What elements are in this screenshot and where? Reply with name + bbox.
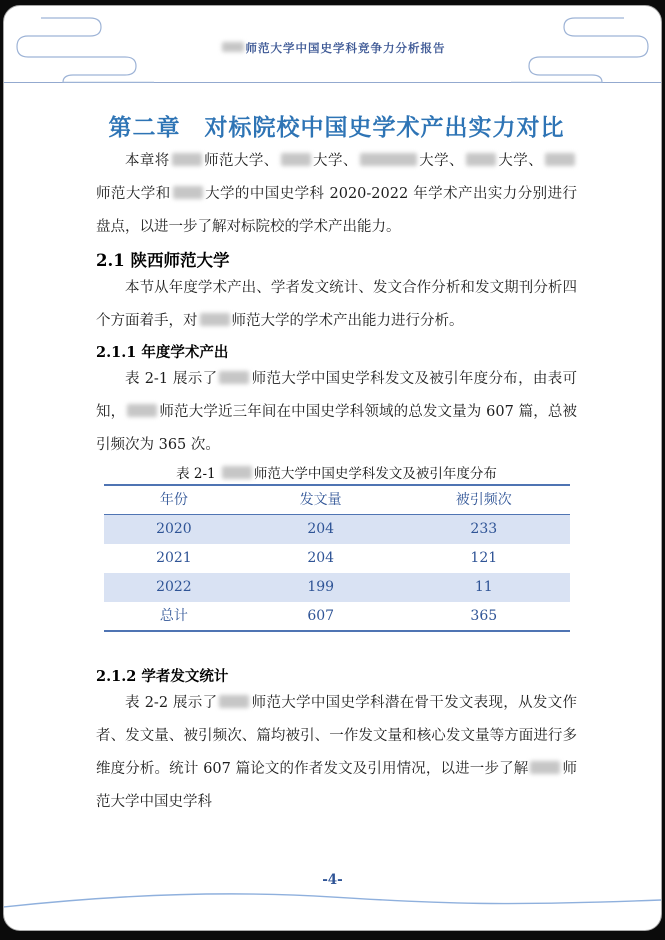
table-cell: 总计 [159, 607, 188, 624]
redacted-text [360, 153, 417, 166]
page-number: -4- [322, 872, 343, 888]
table-cell: 233 [470, 521, 498, 538]
redacted-text [172, 153, 202, 166]
table-cell: 2022 [156, 579, 192, 595]
redacted-text [173, 186, 203, 199]
chapter-title: 第二章 对标院校中国史学术产出实力对比 [108, 114, 565, 141]
section-2-1-heading: 2.1 陕西师范大学 [96, 251, 230, 270]
report-title-text: 师范大学中国史学科竞争力分析报告 [245, 41, 446, 55]
section-2-1-paragraph: 本节从年度学术产出、学者发文统计、发文合作分析和发文期刊分析四个方面着手，对 师范大学的学术产出能力进行分析。 [96, 280, 577, 329]
section-2-1-2-paragraph: 表 2-2 展示了 师范大学中国史学科潜在骨干发文表现，从发文作者、发文量、被引频次、篇均被引、一作发文量和核心发文量等方面进行多维度分析。统计 607 篇论文的作者发文及引用情况，以进一步了解 师范大学中国史学科 [96, 694, 577, 810]
column-header-citations: 被引频次 [455, 492, 512, 508]
redacted-text [222, 42, 244, 52]
cloud-ornament-left-icon [14, 13, 164, 83]
table-cell: 121 [470, 550, 498, 566]
chapter-intro-paragraph: 本章将 师范大学、 大学、 大学、 大学、师范大学和 大学的中国史学科 2020-2022 年学术产出实力分别进行盘点，以进一步了解对标院校的学术产出能力。 [96, 153, 578, 235]
redacted-text [281, 153, 311, 166]
table-cell: 2020 [156, 521, 192, 538]
table-header-row [104, 485, 570, 515]
table-cell: 11 [474, 579, 493, 595]
page-header [4, 6, 661, 83]
section-2-1-1-heading: 2.1.1 年度学术产出 [96, 344, 229, 361]
redacted-text [466, 153, 496, 166]
publication-citation-table [104, 484, 570, 632]
footer-wave-ornament-icon [4, 888, 661, 914]
table-cell: 199 [307, 579, 335, 595]
table-cell: 365 [470, 607, 498, 624]
redacted-text [222, 466, 252, 479]
redacted-text [200, 313, 230, 326]
table-row [104, 573, 570, 602]
cloud-ornament-right-icon [501, 13, 651, 83]
table-cell: 2021 [156, 550, 192, 566]
table-row [104, 544, 570, 573]
section-2-1-1-paragraph: 表 2-1 展示了 师范大学中国史学科发文及被引年度分布，由表可知， 师范大学近三年间在中国史学科领域的总发文量为 607 篇，总被引频次为 365 次。 [96, 371, 577, 453]
redacted-text [545, 153, 575, 166]
table-cell: 204 [307, 550, 335, 566]
table-cell: 607 [307, 607, 335, 624]
column-header-year: 年份 [159, 492, 188, 508]
redacted-text [127, 404, 157, 417]
redacted-text [219, 371, 249, 384]
table-caption: 表 2-1 师范大学中国史学科发文及被引年度分布 [176, 466, 497, 482]
table-total-row [104, 602, 570, 631]
redacted-text [530, 761, 560, 774]
page-content [4, 111, 661, 819]
redacted-text [219, 695, 249, 708]
section-2-1-2-heading: 2.1.2 学者发文统计 [96, 667, 229, 685]
table-row [104, 515, 570, 544]
table-cell: 204 [307, 521, 335, 538]
document-page [3, 5, 662, 931]
column-header-publications: 发文量 [299, 492, 342, 508]
